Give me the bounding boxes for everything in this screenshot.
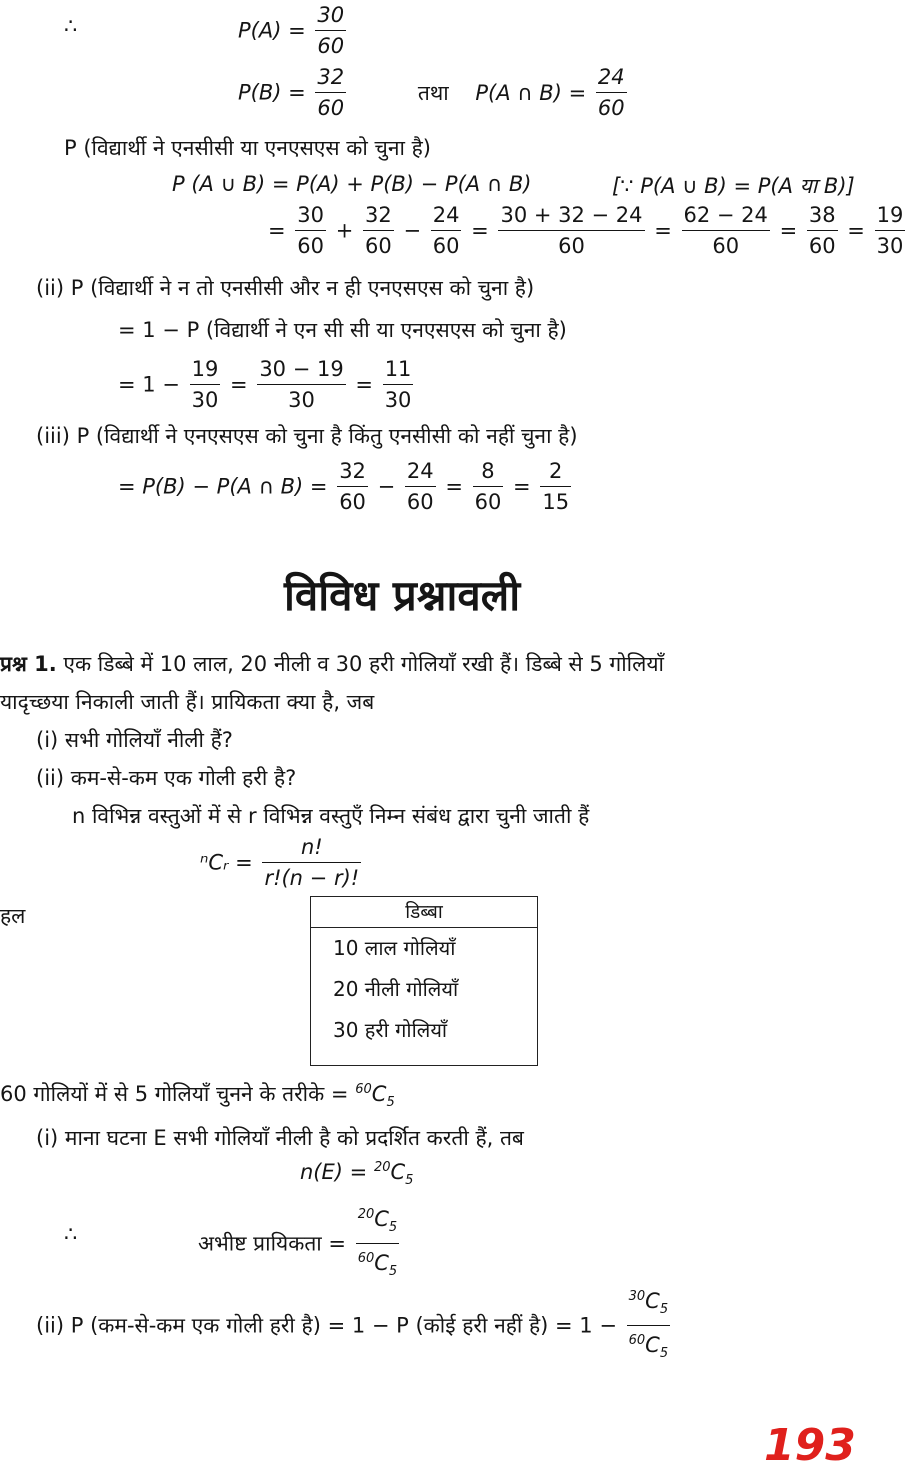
calc-f5-num: 62 − 24 [682, 200, 770, 231]
calc-frac-5 [682, 200, 770, 261]
ncr-formula [200, 832, 364, 893]
pa-num: 30 [315, 0, 346, 31]
part-iii-prefix: = P(B) − P(A ∩ B) = [118, 474, 328, 499]
required-probability [198, 1200, 402, 1287]
sol-ii-text: (ii) P (कम-से-कम एक गोली हरी है) = 1 − P (कोई हरी नहीं है) = 1 − [36, 1313, 617, 1338]
pb-lhs: P(B) = [238, 80, 306, 105]
ways-c: C [371, 1082, 387, 1106]
eq-sign: = [847, 218, 865, 243]
part-ii-f3-num: 11 [383, 354, 414, 385]
union-note: [∵ P(A ∪ B) = P(A या B)] [612, 174, 855, 198]
part-iii-f3-den: 60 [474, 490, 502, 514]
question-item-i: (i) सभी गोलियाँ नीली हैं? [36, 728, 233, 752]
part-iii-f4-den: 15 [542, 490, 570, 514]
pa-lhs: P(A) = [238, 18, 306, 43]
sol-i-line: (i) माना घटना E सभी गोलियाँ नीली है को प्रदर्शित करती हैं, तब [36, 1126, 524, 1150]
calc-frac-6 [807, 200, 838, 261]
part-ii-text: P (विद्यार्थी ने न तो एनसीसी और न ही एनएसएस को चुना है) [70, 276, 535, 300]
ncr-fraction [262, 832, 361, 893]
part-iii [36, 422, 578, 450]
part-iii-f4-num: 2 [540, 456, 571, 487]
part-ii-f3-den: 30 [384, 388, 412, 412]
part-ii-line2: = 1 − P (विद्यार्थी ने एन सी सी या एनएसएस को चुना है) [118, 318, 567, 342]
sol-ii-den-sub: 5 [659, 1346, 669, 1362]
part-ii-f1-num: 19 [190, 354, 221, 385]
part-ii-f2-den: 30 [288, 388, 315, 412]
ncr-den: r!(n − r)! [264, 866, 360, 890]
minus-sign: − [403, 218, 422, 243]
pb-num: 32 [315, 62, 346, 93]
ways-sup: 60 [355, 1082, 372, 1097]
solution-label: हल [0, 904, 26, 928]
part-iii-text: P (विद्यार्थी ने एनएसएस को चुना है किंतु एनसीसी को नहीं चुना है) [76, 424, 578, 448]
pab-den: 60 [597, 96, 625, 120]
part-ii-frac-3 [383, 354, 414, 415]
calc-f5-den: 60 [712, 234, 740, 258]
therefore-symbol: ∴ [64, 14, 78, 38]
sol-ii-fraction [627, 1282, 671, 1369]
box-row-red: 10 लाल गोलियाँ [333, 936, 456, 960]
part-ii-f2-num: 30 − 19 [257, 354, 345, 385]
union-calculation [268, 200, 908, 261]
req-num-sup: 20 [357, 1207, 375, 1222]
calc-f7-den: 30 [876, 234, 904, 258]
part-iii-f1-num: 32 [337, 456, 368, 487]
req-den-sub: 5 [388, 1264, 398, 1280]
ne-c: C [390, 1160, 406, 1184]
req-num-sub: 5 [388, 1220, 398, 1236]
calc-frac-1 [295, 200, 326, 261]
calc-f4-num: 30 + 32 − 24 [498, 200, 644, 231]
sol-ii-num-sup: 30 [628, 1289, 646, 1304]
part-ii-f1-den: 30 [191, 388, 219, 412]
part-iii-line2 [118, 456, 574, 517]
therefore-symbol-2: ∴ [64, 1222, 78, 1246]
calc-frac-2 [363, 200, 394, 261]
question-1-line1 [0, 650, 664, 678]
eq-sign: = [654, 218, 672, 243]
box-diagram [310, 896, 538, 1066]
part-iii-frac-1 [337, 456, 368, 517]
part-ii-prefix: = 1 − [118, 372, 180, 397]
eq-sign: = [355, 372, 373, 397]
ways-sub: 5 [386, 1095, 395, 1111]
eq-sign: = [268, 218, 286, 243]
calc-f7-num: 19 [875, 200, 906, 231]
ncr-lhs: ⁿCᵣ = [200, 850, 253, 875]
eq-sign: = [779, 218, 798, 243]
calc-f3-den: 60 [432, 234, 460, 258]
req-den-sup: 60 [357, 1251, 375, 1267]
req-text: अभीष्ट प्रायिकता = [198, 1231, 346, 1256]
box-title: डिब्बा [311, 897, 537, 928]
union-formula: P (A ∪ B) = P(A) + P(B) − P(A ∩ B) [172, 172, 532, 196]
eq-sign: = [471, 218, 489, 243]
ways-text: 60 गोलियों में से 5 गोलियाँ चुनने के तरीके = [0, 1082, 349, 1106]
part-iii-f3-num: 8 [473, 456, 504, 487]
calc-f1-den: 60 [297, 234, 325, 258]
ne-lhs: n(E) = [300, 1160, 368, 1184]
pb-fraction [315, 62, 346, 123]
pa-equation [238, 0, 349, 61]
box-row-green: 30 हरी गोलियाँ [333, 1018, 448, 1042]
pab-lhs: P(A ∩ B) = [475, 80, 587, 105]
pab-num: 24 [596, 62, 627, 93]
part-iii-frac-3 [473, 456, 504, 517]
calc-f1-num: 30 [295, 200, 326, 231]
ncc-or-nss-line: P (विद्यार्थी ने एनसीसी या एनएसएस को चुना है) [64, 136, 431, 160]
minus-sign: − [377, 474, 396, 499]
eq-sign: = [445, 474, 463, 499]
sol-ii-den-c: C [645, 1333, 660, 1358]
calc-f6-den: 60 [808, 234, 836, 258]
pa-den: 60 [317, 34, 345, 58]
pa-fraction [315, 0, 346, 61]
part-ii [36, 274, 534, 302]
plus-sign: + [335, 218, 354, 243]
part-iii-f1-den: 60 [339, 490, 366, 514]
part-ii-frac-1 [190, 354, 221, 415]
calc-frac-7 [875, 200, 906, 261]
pb-den: 60 [317, 96, 345, 120]
question-text-line1: एक डिब्बे में 10 लाल, 20 नीली व 30 हरी गोलियाँ रखी हैं। डिब्बे से 5 गोलियाँ [63, 652, 664, 676]
req-den-c: C [374, 1251, 389, 1276]
part-iii-f2-den: 60 [406, 490, 434, 514]
page-number: 193 [764, 1420, 856, 1471]
calc-frac-3 [431, 200, 462, 261]
question-1-line2: यादृच्छया निकाली जाती हैं। प्रायिकता क्या है, जब [0, 690, 375, 714]
calc-f4-den: 60 [558, 234, 585, 258]
sol-ii-num-sub: 5 [659, 1302, 669, 1318]
part-iii-frac-2 [405, 456, 436, 517]
calc-f6-num: 38 [807, 200, 838, 231]
req-fraction [356, 1200, 400, 1287]
part-iii-label: (iii) [36, 424, 70, 448]
eq-sign: = [513, 474, 531, 499]
calc-f2-num: 32 [363, 200, 394, 231]
sol-ii-line [36, 1282, 673, 1369]
part-ii-label: (ii) [36, 276, 65, 300]
part-ii-line3 [118, 354, 416, 415]
pab-fraction [596, 62, 627, 123]
conjunction: तथा [417, 80, 449, 105]
section-heading: विविध प्रश्नावली [284, 571, 521, 620]
part-iii-frac-4 [540, 456, 571, 517]
sol-ii-num [627, 1282, 671, 1326]
eq-sign: = [230, 372, 248, 397]
sol-ii-den-sup: 60 [628, 1333, 646, 1349]
req-num-c: C [374, 1207, 389, 1231]
sol-ii-num-c: C [645, 1289, 660, 1313]
sol-ii-den [627, 1326, 671, 1369]
ne-equation [300, 1160, 413, 1188]
calc-f2-den: 60 [365, 234, 392, 258]
calc-frac-4 [498, 200, 644, 261]
ncr-num: n! [262, 832, 361, 863]
ne-sup: 20 [373, 1160, 391, 1175]
ways-line [0, 1080, 395, 1110]
formula-intro: n विभिन्न वस्तुओं में से r विभिन्न वस्तुएँ निम्न संबंध द्वारा चुनी जाती हैं [72, 804, 590, 828]
req-num [356, 1200, 400, 1244]
box-row-blue: 20 नीली गोलियाँ [333, 977, 459, 1001]
question-label: प्रश्न 1. [0, 652, 57, 676]
req-den [356, 1244, 400, 1287]
calc-f3-num: 24 [431, 200, 462, 231]
pb-equation [238, 62, 630, 123]
question-item-ii: (ii) कम-से-कम एक गोली हरी है? [36, 766, 297, 790]
part-ii-frac-2 [257, 354, 345, 415]
part-iii-f2-num: 24 [405, 456, 436, 487]
ne-sub: 5 [405, 1173, 414, 1189]
